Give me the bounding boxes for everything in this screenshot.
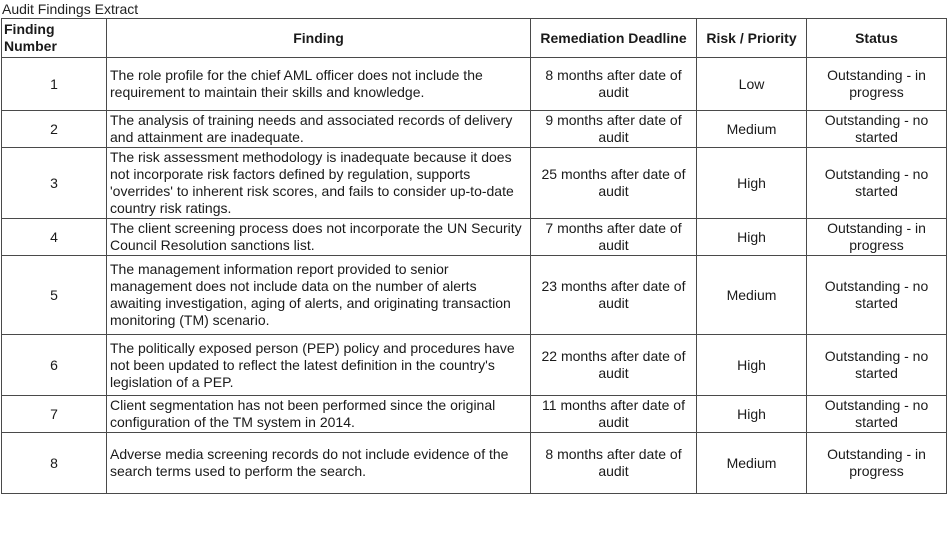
table-header <box>2 19 947 58</box>
risk-cell: Medium <box>697 256 807 335</box>
risk-cell: Medium <box>697 433 807 494</box>
finding-text-cell: The management information report provided to senior management does not include data on the number of alerts awaiting investigation, aging of alerts, and originating transaction monitoring (TM) scenario. <box>107 256 531 335</box>
table-body <box>2 58 947 494</box>
finding-text-cell: Adverse media screening records do not include evidence of the search terms used to perform the search. <box>107 433 531 494</box>
table-row <box>2 148 947 219</box>
finding-text-cell: The role profile for the chief AML officer does not include the requirement to maintain their skills and knowledge. <box>107 58 531 111</box>
finding-number-cell: 7 <box>2 396 107 433</box>
finding-text-cell: The risk assessment methodology is inadequate because it does not incorporate risk factors defined by regulation, supports 'overrides' to inherent risk scores, and fails to consider up-to-date country risk ratings. <box>107 148 531 219</box>
status-cell: Outstanding - no started <box>807 111 947 148</box>
finding-number-cell: 6 <box>2 335 107 396</box>
header-status: Status <box>807 19 947 58</box>
status-cell: Outstanding - in progress <box>807 219 947 256</box>
deadline-cell: 8 months after date of audit <box>531 433 697 494</box>
finding-number-cell: 2 <box>2 111 107 148</box>
finding-number-cell: 4 <box>2 219 107 256</box>
table-row <box>2 219 947 256</box>
finding-text-cell: The politically exposed person (PEP) policy and procedures have not been updated to reflect the latest definition in the country's legislation of a PEP. <box>107 335 531 396</box>
table-row <box>2 58 947 111</box>
risk-cell: High <box>697 219 807 256</box>
header-remediation-deadline: Remediation Deadline <box>531 19 697 58</box>
deadline-cell: 7 months after date of audit <box>531 219 697 256</box>
finding-number-cell: 1 <box>2 58 107 111</box>
finding-number-cell: 8 <box>2 433 107 494</box>
risk-cell: High <box>697 148 807 219</box>
header-risk-priority: Risk / Priority <box>697 19 807 58</box>
finding-text-cell: The analysis of training needs and associated records of delivery and attainment are inadequate. <box>107 111 531 148</box>
status-cell: Outstanding - in progress <box>807 58 947 111</box>
risk-cell: High <box>697 396 807 433</box>
table-row <box>2 335 947 396</box>
table-caption: Audit Findings Extract <box>2 1 139 17</box>
risk-cell: Medium <box>697 111 807 148</box>
header-finding-number: Finding Number <box>2 19 107 58</box>
deadline-cell: 23 months after date of audit <box>531 256 697 335</box>
finding-number-cell: 3 <box>2 148 107 219</box>
status-cell: Outstanding - no started <box>807 148 947 219</box>
audit-findings-table <box>1 18 947 494</box>
finding-text-cell: The client screening process does not incorporate the UN Security Council Resolution sanctions list. <box>107 219 531 256</box>
deadline-cell: 22 months after date of audit <box>531 335 697 396</box>
finding-number-cell: 5 <box>2 256 107 335</box>
deadline-cell: 8 months after date of audit <box>531 58 697 111</box>
status-cell: Outstanding - no started <box>807 335 947 396</box>
risk-cell: Low <box>697 58 807 111</box>
header-finding: Finding <box>107 19 531 58</box>
table-row <box>2 433 947 494</box>
table-row <box>2 256 947 335</box>
status-cell: Outstanding - no started <box>807 396 947 433</box>
table-row <box>2 396 947 433</box>
status-cell: Outstanding - in progress <box>807 433 947 494</box>
finding-text-cell: Client segmentation has not been performed since the original configuration of the TM system in 2014. <box>107 396 531 433</box>
deadline-cell: 9 months after date of audit <box>531 111 697 148</box>
deadline-cell: 11 months after date of audit <box>531 396 697 433</box>
status-cell: Outstanding - no started <box>807 256 947 335</box>
deadline-cell: 25 months after date of audit <box>531 148 697 219</box>
header-row <box>2 19 947 58</box>
table-row <box>2 111 947 148</box>
risk-cell: High <box>697 335 807 396</box>
